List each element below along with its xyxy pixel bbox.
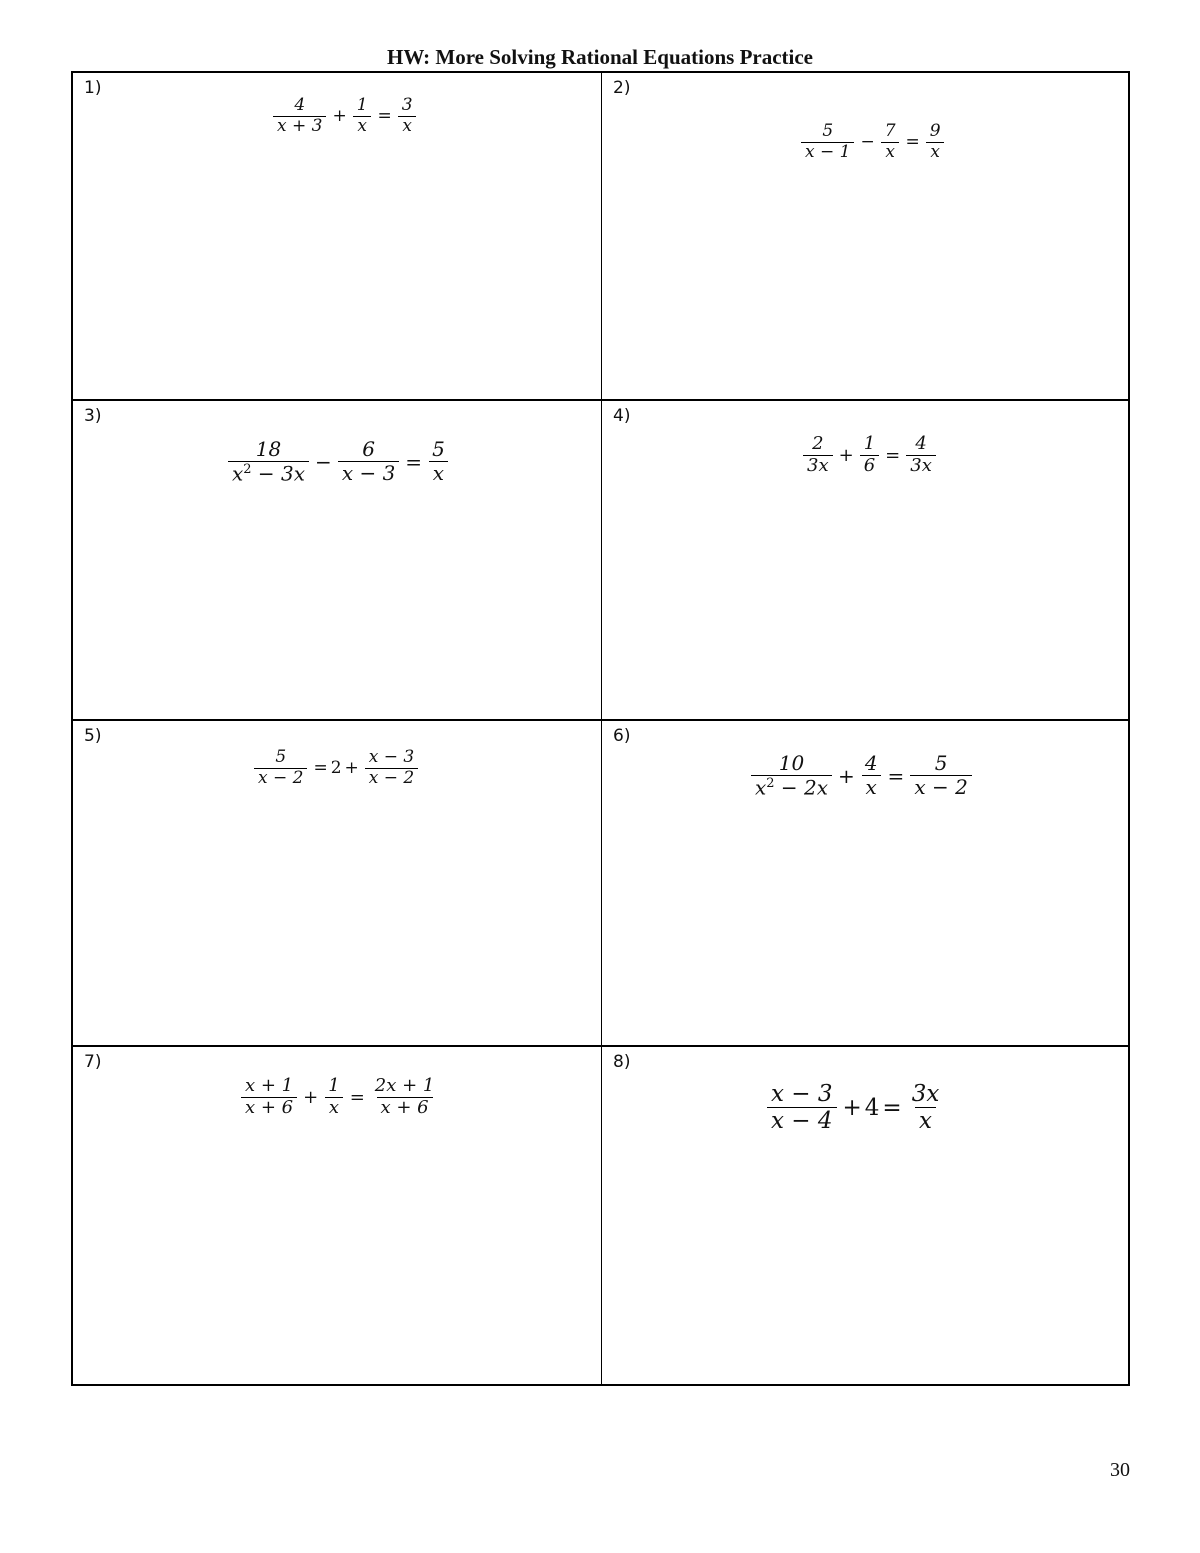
fraction: [861, 753, 882, 798]
fraction: [926, 123, 945, 162]
operator: =: [905, 132, 920, 153]
denominator: x − 2: [254, 768, 307, 788]
constant: 4: [864, 1094, 880, 1121]
denominator: x − 3: [338, 461, 399, 484]
problem-cell-3: [73, 401, 602, 721]
problem-cell-7: [73, 1047, 602, 1384]
fraction: [273, 97, 326, 136]
denominator: $x^2 - 2x$: [751, 775, 832, 799]
operator: =: [887, 763, 905, 788]
denominator: x: [398, 116, 416, 136]
numerator: 3: [401, 95, 413, 115]
denominator: x: [325, 1097, 343, 1118]
denominator: 3x: [803, 455, 833, 476]
fraction: [910, 753, 971, 798]
problem-number: 6): [613, 726, 631, 746]
denominator: x + 6: [241, 1097, 297, 1118]
equation: [748, 753, 975, 799]
fraction: [908, 1082, 944, 1133]
numerator: 18: [255, 437, 282, 461]
numerator: 3x: [911, 1081, 940, 1107]
denominator: 6: [860, 455, 879, 476]
problem-cell-6: [602, 721, 1128, 1047]
fraction: [398, 97, 417, 136]
worksheet-title: HW: More Solving Rational Equations Practice: [386, 45, 814, 69]
fraction: [881, 123, 900, 162]
denominator: x: [429, 461, 448, 484]
operator: +: [332, 106, 347, 127]
problem-cell-2: [602, 73, 1128, 401]
fraction: [353, 97, 372, 136]
problem-number: 2): [613, 78, 631, 98]
problem-number: 7): [84, 1052, 102, 1072]
page-number: 30: [1110, 1459, 1130, 1481]
equation: [225, 439, 452, 485]
fraction: [241, 1077, 297, 1118]
numerator: 10: [778, 751, 805, 775]
fraction: [228, 439, 309, 485]
numerator: 9: [929, 121, 941, 141]
denominator: x − 1: [801, 142, 854, 162]
fraction: [860, 435, 879, 476]
problem-cell-5: [73, 721, 602, 1047]
problem-number: 1): [84, 78, 102, 98]
operator: =: [882, 1094, 902, 1121]
operator: =: [885, 444, 901, 466]
operator: +: [344, 758, 359, 779]
problem-number: 5): [84, 726, 102, 746]
denominator: x + 6: [377, 1097, 433, 1118]
fraction: [338, 439, 399, 484]
fraction: [801, 123, 854, 162]
problem-number: 3): [84, 406, 102, 426]
fraction: [428, 439, 449, 484]
numerator: 5: [934, 751, 948, 776]
operator: +: [303, 1086, 319, 1108]
constant: 2: [330, 758, 342, 779]
numerator: 6: [362, 437, 375, 462]
fraction: [365, 749, 418, 788]
operator: −: [860, 132, 875, 153]
denominator: x: [926, 142, 944, 162]
operator: +: [838, 763, 855, 788]
denominator: x: [353, 116, 371, 136]
operator: +: [838, 444, 854, 466]
fraction: [767, 1082, 837, 1133]
denominator: $x^2 - 3x$: [228, 461, 309, 485]
numerator: x − 3: [771, 1081, 833, 1107]
equation: [238, 1077, 441, 1118]
fraction: [803, 435, 833, 476]
fraction: [906, 435, 936, 476]
numerator: 5: [822, 121, 834, 141]
denominator: x − 4: [767, 1107, 837, 1133]
numerator: 1: [863, 433, 876, 454]
numerator: x − 3: [368, 747, 415, 767]
problem-number: 8): [613, 1052, 631, 1072]
numerator: x + 1: [245, 1075, 294, 1096]
operator: =: [377, 106, 392, 127]
equation: [764, 1082, 946, 1133]
numerator: 1: [356, 95, 368, 115]
numerator: 7: [884, 121, 896, 141]
numerator: 2x + 1: [374, 1075, 435, 1096]
fraction: [254, 749, 307, 788]
denominator: x: [862, 775, 881, 798]
numerator: 2: [812, 433, 824, 454]
numerator: 4: [915, 433, 927, 454]
numerator: 4: [294, 95, 306, 115]
numerator: 1: [328, 1075, 340, 1096]
problem-cell-1: [73, 73, 602, 401]
operator: =: [313, 758, 328, 779]
equation: [270, 97, 420, 136]
denominator: x + 3: [273, 116, 326, 136]
equation: [251, 749, 421, 788]
denominator: x − 2: [910, 775, 971, 798]
operator: −: [315, 449, 332, 474]
fraction: [371, 1077, 439, 1118]
denominator: x − 2: [365, 768, 418, 788]
operator: +: [842, 1094, 862, 1121]
problem-cell-4: [602, 401, 1128, 721]
denominator: x: [881, 142, 899, 162]
problem-cell-8: [602, 1047, 1128, 1384]
equation: [800, 435, 939, 476]
operator: =: [405, 449, 423, 474]
numerator: 5: [275, 747, 287, 767]
problem-number: 4): [613, 406, 631, 426]
problem-grid: [71, 71, 1130, 1386]
numerator: 4: [864, 751, 878, 776]
denominator: x: [915, 1107, 936, 1133]
numerator: 5: [432, 437, 445, 462]
operator: =: [349, 1086, 365, 1108]
equation: [798, 123, 948, 162]
fraction: [751, 753, 832, 799]
denominator: 3x: [906, 455, 936, 476]
fraction: [324, 1077, 343, 1118]
